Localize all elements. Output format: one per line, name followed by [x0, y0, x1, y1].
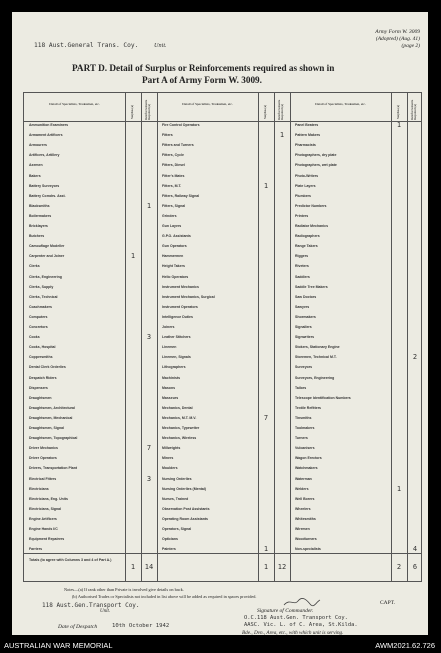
specialist-row-label: Wheelers — [295, 506, 311, 511]
specialist-row-label: Pharmacists — [295, 143, 316, 148]
specialist-row-label: Storemen, Technical M.T. — [295, 355, 337, 360]
specialist-row-label: Carpenter and Joiner — [29, 254, 65, 259]
specialist-row-label: Saw Doctors — [295, 294, 317, 299]
entry-value: 1 — [279, 131, 285, 140]
specialist-row-label: Textile Refitters — [295, 405, 321, 410]
specialist-row-label: Fitters, M.T. — [162, 183, 182, 188]
entry-value: 2 — [412, 353, 418, 362]
total-surplus: 1 — [263, 563, 269, 571]
form-page: (page 2) — [401, 43, 420, 49]
specialist-row-label: Masons — [162, 385, 176, 390]
specialist-row-label: Turners — [295, 436, 308, 441]
specialist-row-label: Dental Clerk Orderlies — [29, 365, 66, 370]
specialist-row-label: Mechanics, M.T. M.V. — [162, 415, 197, 420]
specialist-row-label: Clerks, Supply — [29, 284, 54, 289]
specialist-row-label: Signwriters — [295, 335, 315, 340]
entry-value: 1 — [263, 181, 269, 190]
specialist-row-label: Leather Stitchers — [162, 335, 191, 340]
entry-value: 7 — [146, 444, 152, 453]
specialist-row-label: Cooks — [29, 335, 40, 340]
specialist-row-label: Draughtsmen, Topographical — [29, 436, 78, 441]
footer-unit-label: Unit. — [100, 609, 111, 614]
entry-value: 1 — [130, 252, 136, 261]
specialist-row-label: Saddlers — [295, 274, 310, 279]
archive-name: AUSTRALIAN WAR MEMORIAL — [4, 641, 113, 650]
specialist-row-label: Battery Surveyors — [29, 183, 60, 188]
specialist-row-label: Clerks, Engineering — [29, 274, 62, 279]
part-title: PART D. Detail of Surplus or Reinforcements required as shown in — [72, 63, 335, 73]
entry-value: 1 — [396, 484, 402, 493]
specialist-row-label: Range Takers — [295, 244, 318, 249]
specialist-row-label: Driver Operators — [29, 456, 57, 461]
reinforcements-column-header: Reinforcements Required (a) — [144, 99, 152, 120]
specialist-row-label: Millwrights — [162, 446, 181, 451]
specialist-row-label: Instrument Mechanics, Surgical — [162, 294, 215, 299]
column-divider — [407, 93, 408, 581]
reinforcements-column-header: Reinforcements Required (a) — [410, 99, 418, 120]
specialist-row-label: Driver Mechanics — [29, 446, 58, 451]
specialist-row-label: Concretors — [29, 325, 48, 329]
specialist-row-label: Electricians — [29, 486, 49, 491]
specialist-row-label: Nursing Orderlies (Mental) — [162, 486, 206, 491]
specialist-row-label: Armament Artificers — [29, 133, 63, 138]
specialist-row-label: Coachmakers — [29, 304, 52, 309]
specialist-row-label: Equipment Repairers — [29, 537, 65, 542]
totals-label: Totals (to agree with Columns 3 and 4 of Part A.) — [29, 558, 112, 562]
specialist-row-label: Bricklayers — [29, 224, 48, 228]
specialist-row-label: Pattern Makers — [295, 133, 321, 138]
specialist-row-label: Lithographers — [162, 365, 186, 370]
specialist-row-label: Intelligence Duties — [162, 314, 193, 319]
total-reinforcements: 12 — [277, 563, 287, 571]
specialist-row-label: G.P.O. Assistants — [162, 234, 191, 239]
entry-value: 1 — [146, 201, 152, 210]
specialist-row-label: Drivers, Transportation Plant — [29, 466, 78, 471]
specialist-row-label: Armourers — [29, 143, 47, 148]
reinforcements-column-header: Reinforcements Required (a) — [277, 99, 285, 120]
entry-value: 3 — [146, 333, 152, 342]
bde-label: Bde., Dvn., Area, etc., with which unit is serving. — [242, 630, 344, 636]
specialist-row-label: Linemen — [162, 345, 177, 350]
specialist-row-label: Operators, Signal — [162, 527, 192, 531]
specialist-row-label: Plate Layers — [295, 183, 316, 188]
part-title-2: Part A of Army Form W. 3009. — [142, 75, 262, 85]
specialist-row-label: Photographers, wet plate — [295, 163, 337, 168]
entry-value: 1 — [396, 121, 402, 129]
specialist-row-label: Painters — [162, 547, 176, 552]
specialist-row-label: Non-specialists — [295, 547, 321, 552]
specialist-row-label: Engine Hands I/C — [29, 527, 58, 531]
specialist-row-label: Wagon Erectors — [295, 456, 322, 461]
specialist-row-label: Electrical Fitters — [29, 476, 57, 481]
specialist-row-label: Signallers — [295, 325, 312, 329]
specialist-row-label: Shoemakers — [295, 314, 316, 319]
specialist-row-label: Battery Comdrs. Asst. — [29, 193, 66, 198]
specialist-row-label: Instrument Operators — [162, 304, 198, 309]
specialist-row-label: Gun Layers — [162, 224, 182, 228]
column-divider — [125, 93, 126, 581]
spec-column-header: Detail of Specialists, Tradesmen, etc. — [182, 102, 233, 106]
specialist-row-label: Woodturners — [295, 537, 317, 542]
specialist-row-label: Electricians, Eng. Units — [29, 496, 68, 501]
specialist-row-label: Coppersmiths — [29, 355, 53, 360]
footer-unit: 118 Aust.Gen.Transport Coy. — [42, 602, 140, 609]
specialist-row-label: Fitters, Diesel — [162, 163, 185, 168]
specialist-row-label: Draughtsmen, Signal — [29, 426, 65, 430]
specialist-row-label: Fitters, Railway Signal — [162, 193, 200, 198]
specialist-row-label: Tailors — [295, 385, 307, 390]
specialist-row-label: Blacksmiths — [29, 203, 50, 208]
entry-value: 3 — [146, 474, 152, 483]
specialist-row-label: Toolmakers — [295, 426, 315, 430]
specialist-row-label: Watchmakers — [295, 466, 318, 471]
specialist-row-label: Vulcanisers — [295, 446, 315, 451]
specialist-row-label: Whitesmiths — [295, 516, 316, 521]
specialist-row-label: Telescope Identification Numbers — [295, 395, 351, 400]
specialist-row-label: Printers — [295, 213, 309, 218]
specialist-row-label: Wiremen — [295, 527, 310, 531]
specialist-row-label: Nurses, Trained — [162, 496, 189, 501]
specialist-row-label: Linemen, Signals — [162, 355, 191, 360]
specialist-row-label: Radiator Mechanics — [295, 224, 329, 228]
specialist-row-label: Axemen — [29, 163, 43, 168]
specialist-row-label: Joiners — [162, 325, 175, 329]
form-sheet — [12, 12, 428, 635]
surplus-column-header: Surplus (a) — [396, 104, 400, 119]
column-divider — [391, 93, 392, 581]
specialist-row-label: Stokers, Stationary Engine — [295, 345, 340, 350]
specialist-row-label: Camouflage Modeller — [29, 244, 65, 249]
specialist-row-label: Saddle Tree Makers — [295, 284, 328, 289]
specialist-row-label: Fitters and Turners — [162, 143, 194, 148]
specialists-table — [23, 92, 422, 582]
specialist-row-label: Surveyors — [295, 365, 313, 370]
specialist-row-label: Hammermen — [162, 254, 184, 259]
total-reinforcements: 14 — [144, 563, 154, 571]
specialist-row-label: Bakers — [29, 173, 41, 178]
totals-divider — [24, 553, 421, 554]
group-divider — [290, 93, 291, 581]
rank: CAPT. — [380, 600, 396, 606]
specialist-row-label: Nursing Orderlies — [162, 476, 192, 481]
specialist-row-label: Helio Operators — [162, 274, 189, 279]
specialist-row-label: Predictor Numbers — [295, 203, 327, 208]
total-reinforcements: 6 — [412, 563, 418, 571]
specialist-row-label: Riveters — [295, 264, 309, 269]
specialist-row-label: Tinsmiths — [295, 415, 312, 420]
unit-name: 118 Aust.General Trans. Coy. Unit. — [34, 42, 167, 49]
spec-column-header: Detail of Specialists, Tradesmen, etc. — [49, 102, 100, 106]
specialist-row-label: Dispensers — [29, 385, 48, 390]
specialist-row-label: Height Takers — [162, 264, 185, 269]
specialist-row-label: Mechanics, Dental — [162, 405, 193, 410]
specialist-row-label: Fitters, Signal — [162, 203, 186, 208]
specialist-row-label: Fitters, Cycle — [162, 153, 184, 158]
commander-signature — [282, 596, 322, 608]
form-number: Army Form W. 3009 — [375, 29, 420, 35]
specialist-row-label: Moulders — [162, 466, 178, 471]
specialist-row-label: Gun Operators — [162, 244, 187, 249]
specialist-row-label: Riggers — [295, 254, 309, 259]
specialist-row-label: Fire Control Operators — [162, 123, 200, 127]
column-divider — [274, 93, 275, 581]
entry-value: 4 — [412, 545, 418, 554]
signature-label: Signature of Commander. — [257, 608, 314, 614]
specialist-row-label: Sawyers — [295, 304, 310, 309]
archive-id: AWM2021.62.726 — [375, 641, 435, 650]
specialist-row-label: Radiographers — [295, 234, 320, 239]
specialist-row-label: Draughtsmen, Architectural — [29, 405, 75, 410]
total-surplus: 1 — [130, 563, 136, 571]
specialist-row-label: Clerks, Technical — [29, 294, 58, 299]
specialist-row-label: Miners — [162, 456, 174, 461]
specialist-row-label: Boilermakers — [29, 213, 52, 218]
note-a: Notes—(a) If rank other than Private is involved give details on back. — [64, 587, 184, 592]
despatch-date: 10th October 1942 — [112, 623, 170, 629]
specialist-row-label: Machinists — [162, 375, 181, 380]
specialist-row-label: Butchers — [29, 234, 45, 239]
commander-line-2: AASC. Vic. L. of C. Area, St.Kilda. — [244, 622, 358, 628]
specialist-row-label: Surveyors, Engineering — [295, 375, 335, 380]
header-divider — [24, 121, 421, 122]
specialist-row-label: Operating Room Assistants — [162, 516, 208, 521]
column-divider — [258, 93, 259, 581]
specialist-row-label: Cooks, Hospital — [29, 345, 56, 350]
specialist-row-label: Ammunition Examiners — [29, 123, 69, 127]
group-divider — [157, 93, 158, 581]
specialist-row-label: Waterman — [295, 476, 312, 481]
spec-column-header: Detail of Specialists, Tradesmen, etc. — [315, 102, 366, 106]
specialist-row-label: Farriers — [29, 547, 43, 552]
specialist-row-label: Instrument Mechanics — [162, 284, 199, 289]
specialist-row-label: Panel Beaters — [295, 123, 319, 127]
specialist-row-label: Electricians, Signal — [29, 506, 62, 511]
specialist-row-label: Mechanics, Typewriter — [162, 426, 200, 430]
specialist-row-label: Observation Post Assistants — [162, 506, 210, 511]
specialist-row-label: Engine Artificers — [29, 516, 57, 521]
specialist-row-label: Draughtsmen — [29, 395, 52, 400]
specialist-row-label: Mechanics, Wireless — [162, 436, 197, 441]
specialist-row-label: Opticians — [162, 537, 178, 542]
specialist-row-label: Photo-Writers — [295, 173, 319, 178]
entry-value: 7 — [263, 413, 269, 422]
specialist-row-label: Artificers, Artillery — [29, 153, 60, 158]
commander-line-1: O.C.118 Aust.Gen. Transport Coy. — [244, 615, 348, 621]
specialist-row-label: Despatch Riders — [29, 375, 57, 380]
specialist-row-label: Plumbers — [295, 193, 311, 198]
surplus-column-header: Surplus (a) — [130, 104, 134, 119]
specialist-row-label: Clerks — [29, 264, 40, 269]
total-surplus: 2 — [396, 563, 402, 571]
specialist-row-label: Computers — [29, 314, 48, 319]
specialist-row-label: Grinders — [162, 213, 177, 218]
entry-value: 1 — [263, 545, 269, 554]
despatch-label: Date of Despatch — [58, 624, 98, 630]
specialist-row-label: Well Borers — [295, 496, 315, 501]
specialist-row-label: Fitters — [162, 133, 173, 138]
form-adopted: (Adopted) (Aug. 41) — [375, 36, 420, 42]
specialist-row-label: Fitter's Mates — [162, 173, 185, 178]
specialist-row-label: Masseurs — [162, 395, 179, 400]
note-b: (b) Authorised Trades or Specialists not included in list above will be added as required in spaces provided. — [72, 594, 257, 599]
specialist-row-label: Draughtsmen, Mechanical — [29, 415, 73, 420]
surplus-column-header: Surplus (a) — [263, 104, 267, 119]
specialist-row-label: Photographers, dry plate — [295, 153, 337, 158]
specialist-row-label: Welders — [295, 486, 309, 491]
